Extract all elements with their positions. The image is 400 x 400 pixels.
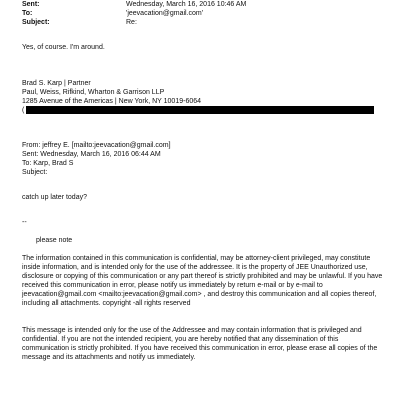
disclaimer-intended: This message is intended only for the use of the Addressee and may contain information that is privileged and confidential. If you are not the intended recipient, you are hereby notified that any dissemination of this communication is strictly prohibited. If you have received this communication in error, please erase all copies of the message and its attachments and notify us immediately.: [22, 327, 378, 361]
quoted-signature-dash: --: [22, 219, 27, 226]
redaction-bar: [26, 106, 374, 114]
sent-value: Wednesday, March 16, 2016 10:46 AM: [126, 1, 247, 8]
signature-address: 1285 Avenue of the Americas | New York, NY 10019-6064: [22, 98, 202, 105]
quoted-to: To: Karp, Brad S: [22, 160, 74, 167]
subject-label: Subject:: [22, 19, 50, 26]
to-value: 'jeevacation@gmail.com': [126, 10, 204, 17]
quoted-subject: Subject:: [22, 169, 48, 176]
signature-name: Brad S. Karp | Partner: [22, 80, 91, 87]
quoted-body: catch up later today?: [22, 194, 87, 201]
disclaimer-confidential: The information contained in this communication is confidential, may be attorney-client privileged, may constitute inside information, and is intended only for the use of the addressee. It is the property of JEE Unauthorized use, disclosure or copying of this communication or any part thereof is strictly prohibited and may be unlawful. If you have received this communication in error, please notify us immediately by return e-mail or by e-mail to jeevacation@gmail.com <mailto:jeevacation@gmail.com> , and destroy this communication and all copies thereof, including all attachments. copyright -all rights reserved: [22, 255, 383, 307]
subject-value: Re:: [126, 19, 137, 26]
sent-label: Sent:: [22, 1, 40, 8]
quoted-sent: Sent: Wednesday, March 16, 2016 06:44 AM: [22, 151, 161, 158]
reply-body: Yes, of course. I'm around.: [22, 44, 105, 51]
please-note: please note: [36, 237, 73, 244]
signature-phone-prefix: (: [22, 107, 25, 114]
signature-firm: Paul, Weiss, Rifkind, Wharton & Garrison LLP: [22, 89, 165, 96]
quoted-from: From: jeffrey E. [mailto:jeevacation@gmail.com]: [22, 142, 171, 149]
to-label: To:: [22, 10, 33, 17]
